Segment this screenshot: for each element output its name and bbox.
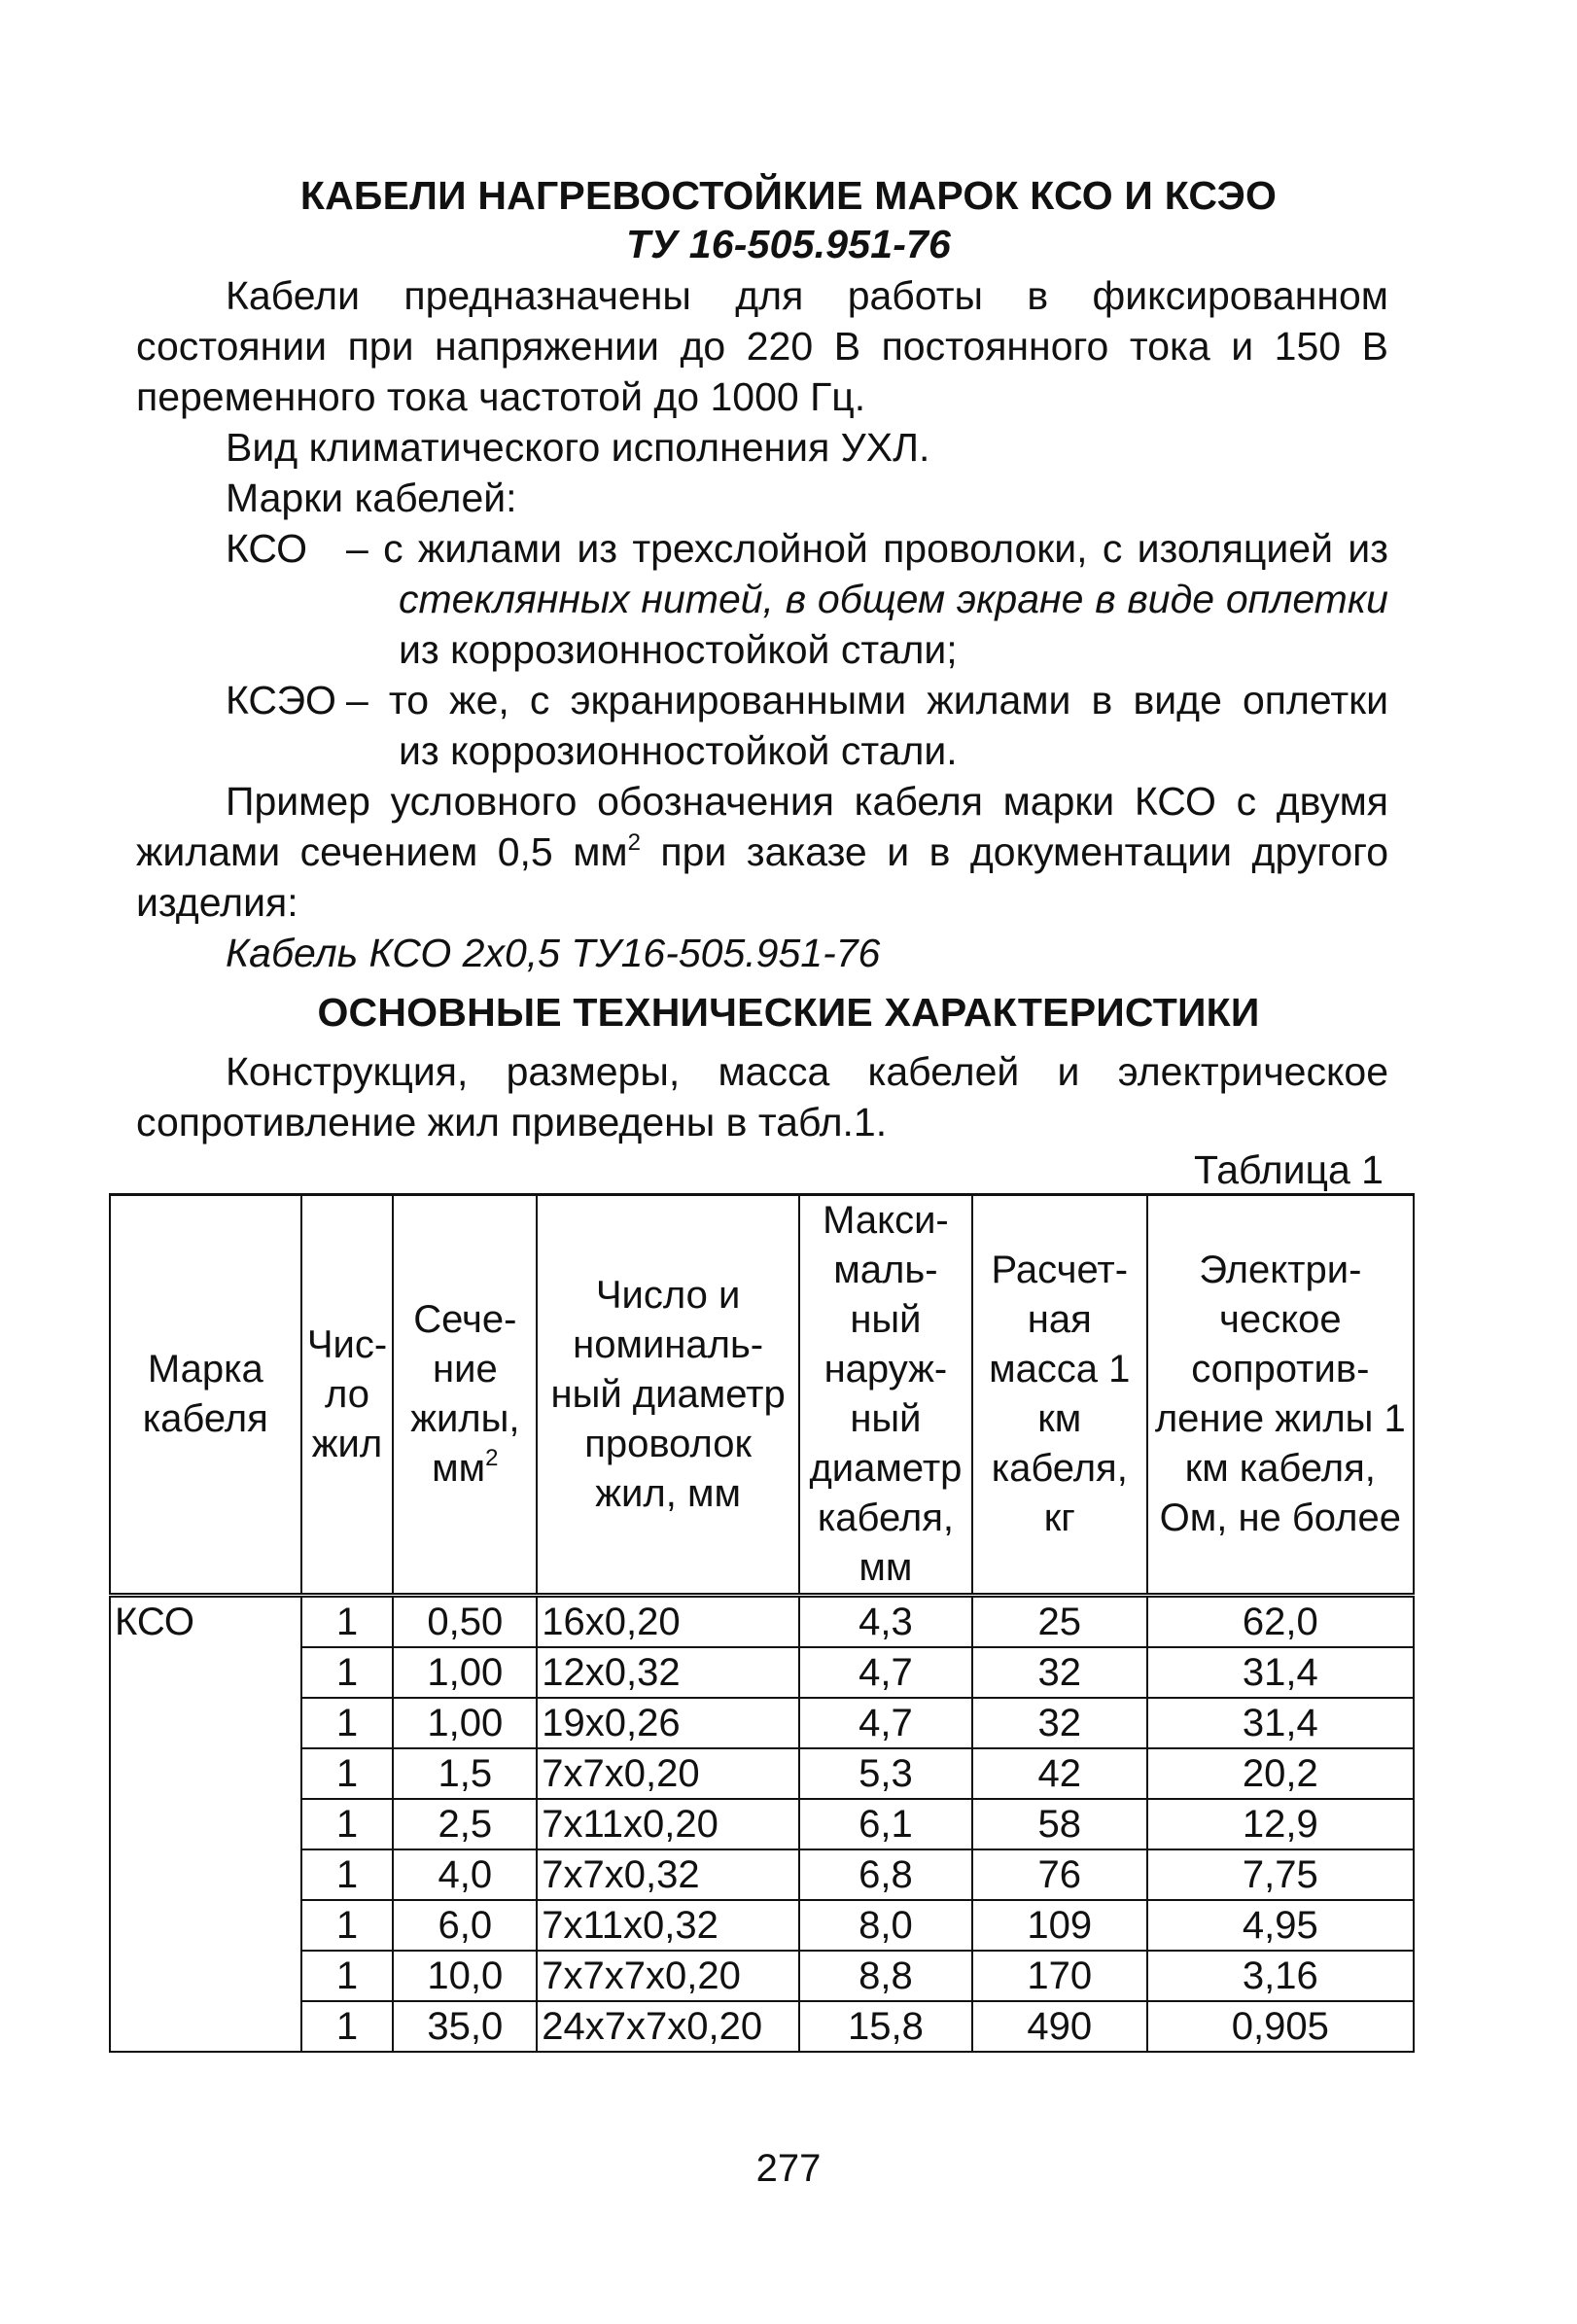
table-cell: 16х0,20: [537, 1596, 799, 1648]
paragraph-line: состоянии при напряжении до 220 В постоянного тока и 150 В: [136, 324, 1388, 369]
table-row: [110, 1698, 1414, 1748]
mark-description-line: из коррозионностойкой стали.: [399, 728, 958, 773]
column-header-cross-section: Сече-ние жилы, $мм^2$: [393, 1195, 537, 1596]
table-cell: 490: [972, 2001, 1147, 2052]
table-cell: 1: [301, 1596, 394, 1648]
table-cell: 109: [972, 1900, 1147, 1951]
paragraph-line: Пример условного обозначения кабеля марки КСО с двумя: [226, 779, 1388, 824]
table-cell: 7х7х7х0,20: [537, 1951, 799, 2001]
table-row: [110, 1799, 1414, 1849]
table-cell: 42: [972, 1748, 1147, 1799]
table-cell: 1: [301, 1799, 394, 1849]
table-cell: 15,8: [799, 2001, 972, 2052]
table-row: [110, 1900, 1414, 1951]
table-cell: 62,0: [1147, 1596, 1414, 1648]
document-title: КАБЕЛИ НАГРЕВОСТОЙКИЕ МАРОК КСО И КСЭО: [299, 173, 1278, 218]
table-cell: 8,8: [799, 1951, 972, 2001]
table-cell: 12,9: [1147, 1799, 1414, 1849]
table-cell: 7х7х0,20: [537, 1748, 799, 1799]
table-cell: 58: [972, 1799, 1147, 1849]
table-cell: 1,00: [393, 1647, 537, 1698]
table-cell: 5,3: [799, 1748, 972, 1799]
table-cell: 24х7х7х0,20: [537, 2001, 799, 2052]
table-cell: 1: [301, 1849, 394, 1900]
table-cell: 1: [301, 1748, 394, 1799]
paragraph-line: Кабели предназначены для работы в фиксированном: [226, 273, 1388, 318]
mark-description-line: – с жилами из трехслойной проволоки, с изоляцией из: [346, 526, 1388, 571]
table-cell: 4,7: [799, 1647, 972, 1698]
table-header-row: [110, 1195, 1414, 1596]
table-cell: 3,16: [1147, 1951, 1414, 2001]
table-cell: 7х11х0,20: [537, 1799, 799, 1849]
table-cell: 76: [972, 1849, 1147, 1900]
table-cell: 6,0: [393, 1900, 537, 1951]
table-row: [110, 1748, 1414, 1799]
cable-spec-table: [109, 1193, 1415, 2053]
table-cell: 7,75: [1147, 1849, 1414, 1900]
cable-mark-cell: КСО: [110, 1596, 301, 2053]
table-cell: 20,2: [1147, 1748, 1414, 1799]
table-cell: 35,0: [393, 2001, 537, 2052]
table-cell: 1: [301, 1698, 394, 1748]
table-cell: 1: [301, 1951, 394, 2001]
table-cell: 4,0: [393, 1849, 537, 1900]
column-header-wires: Число и номиналь-ный диаметр проволок жил, мм: [537, 1195, 799, 1596]
table-cell: 6,1: [799, 1799, 972, 1849]
paragraph-line: переменного тока частотой до 1000 Гц.: [136, 374, 866, 419]
paragraph-line: сопротивление жил приведены в табл.1.: [136, 1100, 888, 1144]
table-cell: 32: [972, 1647, 1147, 1698]
paragraph-line: изделия:: [136, 880, 298, 925]
page-number: 277: [755, 2147, 822, 2190]
column-header-cores: Чис-ло жил: [301, 1195, 394, 1596]
example-designation: Кабель КСО 2х0,5 ТУ16-505.951-76: [226, 931, 881, 975]
table-row: [110, 2001, 1414, 2052]
table-cell: 8,0: [799, 1900, 972, 1951]
column-header-resistance: Электри-ческое сопротив-ление жилы 1 км кабеля, Ом, не более: [1147, 1195, 1414, 1596]
mark-description-line: – то же, с экранированными жилами в виде оплетки: [346, 678, 1388, 722]
table-cell: 0,905: [1147, 2001, 1414, 2052]
standard-number: ТУ 16-505.951-76: [625, 222, 952, 266]
paragraph-line: жилами сечением 0,5 $мм^2$ при заказе и в документации другого: [136, 829, 1389, 874]
table-cell: 4,95: [1147, 1900, 1414, 1951]
mark-description-line: стеклянных нитей, в общем экране в виде оплетки: [399, 577, 1388, 621]
table-cell: 25: [972, 1596, 1147, 1648]
table-cell: 1,5: [393, 1748, 537, 1799]
table-cell: 2,5: [393, 1799, 537, 1849]
table-cell: 1: [301, 1900, 394, 1951]
table-cell: 10,0: [393, 1951, 537, 2001]
mark-code-kseo: КСЭО: [226, 678, 336, 722]
table-cell: 19х0,26: [537, 1698, 799, 1748]
table-cell: 170: [972, 1951, 1147, 2001]
table-cell: 7х7х0,32: [537, 1849, 799, 1900]
table-row: [110, 1849, 1414, 1900]
table-cell: 7х11х0,32: [537, 1900, 799, 1951]
column-header-mass: Расчет-ная масса 1 км кабеля, кг: [972, 1195, 1147, 1596]
table-cell: 32: [972, 1698, 1147, 1748]
marks-label: Марки кабелей:: [226, 475, 517, 520]
mark-description-line: из коррозионностойкой стали;: [399, 627, 958, 672]
mark-code-kso: КСО: [226, 526, 308, 571]
section-heading: ОСНОВНЫЕ ТЕХНИЧЕСКИЕ ХАРАКТЕРИСТИКИ: [317, 990, 1260, 1035]
climate-text: Вид климатического исполнения УХЛ.: [226, 425, 930, 470]
table-cell: 4,3: [799, 1596, 972, 1648]
table-row: [110, 1596, 1414, 1648]
table-cell: 1: [301, 1647, 394, 1698]
table-row: [110, 1951, 1414, 2001]
table-cell: 1,00: [393, 1698, 537, 1748]
table-cell: 6,8: [799, 1849, 972, 1900]
table-cell: 31,4: [1147, 1647, 1414, 1698]
table-cell: 1: [301, 2001, 394, 2052]
table-cell: 31,4: [1147, 1698, 1414, 1748]
table-row: [110, 1647, 1414, 1698]
column-header-outer-diameter: Макси-маль-ный наруж-ный диаметр кабеля, мм: [799, 1195, 972, 1596]
column-header-mark: Марка кабеля: [110, 1195, 301, 1596]
table-cell: 12х0,32: [537, 1647, 799, 1698]
table-caption: Таблица 1: [1194, 1147, 1384, 1192]
table-cell: 4,7: [799, 1698, 972, 1748]
table-cell: 0,50: [393, 1596, 537, 1648]
paragraph-line: Конструкция, размеры, масса кабелей и электрическое: [226, 1049, 1388, 1094]
